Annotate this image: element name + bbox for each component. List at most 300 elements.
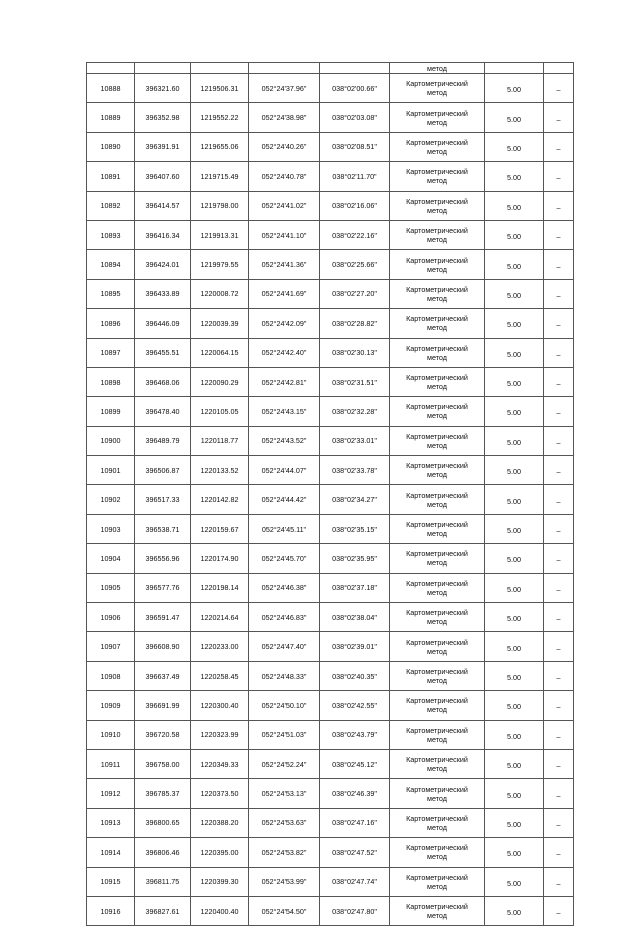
- table-row: [87, 397, 574, 426]
- x-coordinate-cell: 396416.34: [135, 220, 191, 249]
- latitude-cell: 052°24'42.40": [249, 338, 320, 367]
- method-cell: [390, 397, 485, 426]
- longitude-cell: 038°02'46.39": [320, 779, 390, 808]
- point-number-cell: 10911: [87, 749, 135, 778]
- method-cell: [390, 603, 485, 632]
- accuracy-cell: 5.00: [485, 573, 544, 602]
- longitude-cell: 038°02'32.28": [320, 397, 390, 426]
- method-cell: [390, 749, 485, 778]
- table-row: [87, 250, 574, 279]
- method-line-1: Картометрический: [406, 813, 468, 823]
- latitude-cell: 052°24'40.26": [249, 132, 320, 161]
- longitude-cell: 038°02'27.20": [320, 279, 390, 308]
- point-number-cell: 10897: [87, 338, 135, 367]
- accuracy-cell: 5.00: [485, 896, 544, 925]
- method-line-2: метод: [427, 352, 447, 362]
- point-number-cell: 10903: [87, 514, 135, 543]
- method-line-1: Картометрический: [406, 549, 468, 559]
- x-coordinate-cell: 396827.61: [135, 896, 191, 925]
- latitude-cell: 052°24'41.10": [249, 220, 320, 249]
- note-cell: –: [544, 309, 574, 338]
- method-line-1: Картометрический: [406, 843, 468, 853]
- continued-cell: [544, 63, 574, 74]
- method-line-1: Картометрический: [406, 167, 468, 177]
- accuracy-cell: 5.00: [485, 749, 544, 778]
- longitude-cell: 038°02'00.66": [320, 74, 390, 103]
- note-cell: –: [544, 250, 574, 279]
- method-line-2: метод: [427, 734, 447, 744]
- accuracy-cell: 5.00: [485, 250, 544, 279]
- method-line-2: метод: [427, 822, 447, 832]
- x-coordinate-cell: 396489.79: [135, 426, 191, 455]
- note-cell: –: [544, 779, 574, 808]
- y-coordinate-cell: 1220133.52: [191, 456, 249, 485]
- accuracy-cell: 5.00: [485, 191, 544, 220]
- table-row: [87, 867, 574, 896]
- x-coordinate-cell: 396811.75: [135, 867, 191, 896]
- method-line-2: метод: [427, 146, 447, 156]
- method-cell: [390, 74, 485, 103]
- x-coordinate-cell: 396800.65: [135, 808, 191, 837]
- x-coordinate-cell: 396785.37: [135, 779, 191, 808]
- y-coordinate-cell: 1220105.05: [191, 397, 249, 426]
- point-number-cell: 10907: [87, 632, 135, 661]
- accuracy-cell: 5.00: [485, 808, 544, 837]
- note-cell: –: [544, 720, 574, 749]
- latitude-cell: 052°24'41.02": [249, 191, 320, 220]
- accuracy-cell: 5.00: [485, 397, 544, 426]
- x-coordinate-cell: 396691.99: [135, 691, 191, 720]
- method-cell: [390, 162, 485, 191]
- method-cell: [390, 338, 485, 367]
- method-cell: [390, 867, 485, 896]
- latitude-cell: 052°24'42.81": [249, 367, 320, 396]
- longitude-cell: 038°02'47.74": [320, 867, 390, 896]
- latitude-cell: 052°24'40.78": [249, 162, 320, 191]
- continued-cell: [87, 63, 135, 74]
- point-number-cell: 10901: [87, 456, 135, 485]
- x-coordinate-cell: 396506.87: [135, 456, 191, 485]
- method-cell: [390, 573, 485, 602]
- longitude-cell: 038°02'45.12": [320, 749, 390, 778]
- y-coordinate-cell: 1220300.40: [191, 691, 249, 720]
- continued-cell: [249, 63, 320, 74]
- method-line-1: Картометрический: [406, 255, 468, 265]
- latitude-cell: 052°24'50.10": [249, 691, 320, 720]
- latitude-cell: 052°24'54.50": [249, 896, 320, 925]
- point-number-cell: 10900: [87, 426, 135, 455]
- method-line-2: метод: [427, 587, 447, 597]
- accuracy-cell: 5.00: [485, 220, 544, 249]
- y-coordinate-cell: 1219979.55: [191, 250, 249, 279]
- note-cell: –: [544, 544, 574, 573]
- accuracy-cell: 5.00: [485, 132, 544, 161]
- table-row: [87, 279, 574, 308]
- latitude-cell: 052°24'44.07": [249, 456, 320, 485]
- method-line-1: Картометрический: [406, 725, 468, 735]
- method-cell: [390, 661, 485, 690]
- method-line-2: метод: [427, 88, 447, 98]
- method-line-1: Картометрический: [406, 373, 468, 383]
- longitude-cell: 038°02'25.66": [320, 250, 390, 279]
- accuracy-cell: 5.00: [485, 485, 544, 514]
- note-cell: –: [544, 808, 574, 837]
- longitude-cell: 038°02'33.78": [320, 456, 390, 485]
- method-cell: [390, 808, 485, 837]
- y-coordinate-cell: 1220233.00: [191, 632, 249, 661]
- point-number-cell: 10904: [87, 544, 135, 573]
- note-cell: –: [544, 573, 574, 602]
- accuracy-cell: 5.00: [485, 309, 544, 338]
- y-coordinate-cell: 1220142.82: [191, 485, 249, 514]
- y-coordinate-cell: 1220323.99: [191, 720, 249, 749]
- method-line-1: Картометрический: [406, 196, 468, 206]
- note-cell: –: [544, 367, 574, 396]
- point-number-cell: 10902: [87, 485, 135, 514]
- x-coordinate-cell: 396637.49: [135, 661, 191, 690]
- note-cell: –: [544, 220, 574, 249]
- point-number-cell: 10899: [87, 397, 135, 426]
- longitude-cell: 038°02'11.70": [320, 162, 390, 191]
- method-line-2: метод: [427, 705, 447, 715]
- point-number-cell: 10909: [87, 691, 135, 720]
- latitude-cell: 052°24'47.40": [249, 632, 320, 661]
- note-cell: –: [544, 514, 574, 543]
- point-number-cell: 10912: [87, 779, 135, 808]
- method-line-2: метод: [427, 676, 447, 685]
- table-row: [87, 632, 574, 661]
- latitude-cell: 052°24'48.33": [249, 661, 320, 690]
- method-line-2: метод: [427, 440, 447, 450]
- point-number-cell: 10906: [87, 603, 135, 632]
- method-line-1: Картометрический: [406, 314, 468, 324]
- note-cell: –: [544, 456, 574, 485]
- method-cell: [390, 632, 485, 661]
- method-line-2: метод: [427, 264, 447, 274]
- accuracy-cell: 5.00: [485, 514, 544, 543]
- method-cell: [390, 367, 485, 396]
- point-number-cell: 10898: [87, 367, 135, 396]
- y-coordinate-cell: 1220388.20: [191, 808, 249, 837]
- y-coordinate-cell: 1220198.14: [191, 573, 249, 602]
- note-cell: –: [544, 867, 574, 896]
- note-cell: –: [544, 632, 574, 661]
- method-cell: [390, 514, 485, 543]
- y-coordinate-cell: 1220118.77: [191, 426, 249, 455]
- longitude-cell: 038°02'31.51": [320, 367, 390, 396]
- method-cell: [390, 544, 485, 573]
- method-line-1: Картометрический: [406, 520, 468, 530]
- x-coordinate-cell: 396446.09: [135, 309, 191, 338]
- note-cell: –: [544, 132, 574, 161]
- accuracy-cell: 5.00: [485, 691, 544, 720]
- latitude-cell: 052°24'51.03": [249, 720, 320, 749]
- note-cell: –: [544, 896, 574, 925]
- method-line-2: метод: [427, 117, 447, 127]
- point-number-cell: 10914: [87, 838, 135, 867]
- longitude-cell: 038°02'47.52": [320, 838, 390, 867]
- accuracy-cell: 5.00: [485, 720, 544, 749]
- table-row: [87, 162, 574, 191]
- method-line-2: метод: [427, 852, 447, 862]
- x-coordinate-cell: 396577.76: [135, 573, 191, 602]
- note-cell: –: [544, 279, 574, 308]
- continued-cell: [135, 63, 191, 74]
- y-coordinate-cell: 1219506.31: [191, 74, 249, 103]
- table-row: [87, 191, 574, 220]
- latitude-cell: 052°24'45.70": [249, 544, 320, 573]
- accuracy-cell: 5.00: [485, 367, 544, 396]
- method-line-2: метод: [427, 529, 447, 539]
- table-row: [87, 220, 574, 249]
- method-line-2: метод: [427, 793, 447, 803]
- x-coordinate-cell: 396758.00: [135, 749, 191, 778]
- table-row: [87, 426, 574, 455]
- y-coordinate-cell: 1220349.33: [191, 749, 249, 778]
- latitude-cell: 052°24'37.96": [249, 74, 320, 103]
- method-line-2: метод: [427, 411, 447, 421]
- method-cell: [390, 132, 485, 161]
- method-cell: [390, 720, 485, 749]
- method-cell: [390, 838, 485, 867]
- method-line-1: Картометрический: [406, 872, 468, 882]
- table-row: [87, 603, 574, 632]
- method-line-2: метод: [427, 293, 447, 303]
- y-coordinate-cell: 1220174.90: [191, 544, 249, 573]
- y-coordinate-cell: 1220039.39: [191, 309, 249, 338]
- latitude-cell: 052°24'43.52": [249, 426, 320, 455]
- x-coordinate-cell: 396407.60: [135, 162, 191, 191]
- method-line-1: Картометрический: [406, 608, 468, 618]
- method-line-2: метод: [427, 558, 447, 568]
- table-row: [87, 103, 574, 132]
- method-line-1: Картометрический: [406, 137, 468, 147]
- point-number-cell: 10905: [87, 573, 135, 602]
- table-row: [87, 779, 574, 808]
- longitude-cell: 038°02'30.13": [320, 338, 390, 367]
- longitude-cell: 038°02'35.15": [320, 514, 390, 543]
- accuracy-cell: 5.00: [485, 632, 544, 661]
- method-cell: [390, 456, 485, 485]
- continued-cell: [191, 63, 249, 74]
- accuracy-cell: 5.00: [485, 103, 544, 132]
- latitude-cell: 052°24'41.69": [249, 279, 320, 308]
- method-line-2: метод: [427, 617, 447, 627]
- method-line-2: метод: [427, 205, 447, 215]
- table-row: [87, 896, 574, 925]
- accuracy-cell: 5.00: [485, 544, 544, 573]
- longitude-cell: 038°02'43.79": [320, 720, 390, 749]
- accuracy-cell: 5.00: [485, 603, 544, 632]
- table-row: [87, 838, 574, 867]
- table-row: [87, 661, 574, 690]
- table-row: [87, 132, 574, 161]
- x-coordinate-cell: 396455.51: [135, 338, 191, 367]
- y-coordinate-cell: 1220400.40: [191, 896, 249, 925]
- continued-cell: [320, 63, 390, 74]
- note-cell: –: [544, 838, 574, 867]
- method-line-1: Картометрический: [406, 343, 468, 353]
- note-cell: –: [544, 749, 574, 778]
- method-line-1: Картометрический: [406, 696, 468, 706]
- note-cell: –: [544, 691, 574, 720]
- method-cell: [390, 220, 485, 249]
- table-row: [87, 367, 574, 396]
- table-row: [87, 309, 574, 338]
- method-cell: [390, 896, 485, 925]
- point-number-cell: 10888: [87, 74, 135, 103]
- method-line-2: метод: [427, 235, 447, 245]
- x-coordinate-cell: 396517.33: [135, 485, 191, 514]
- latitude-cell: 052°24'45.11": [249, 514, 320, 543]
- table-row: [87, 749, 574, 778]
- method-line-1: Картометрический: [406, 755, 468, 765]
- x-coordinate-cell: 396608.90: [135, 632, 191, 661]
- table-row: [87, 514, 574, 543]
- y-coordinate-cell: 1220373.50: [191, 779, 249, 808]
- y-coordinate-cell: 1220090.29: [191, 367, 249, 396]
- accuracy-cell: 5.00: [485, 456, 544, 485]
- point-number-cell: 10890: [87, 132, 135, 161]
- method-line-1: Картометрический: [406, 79, 468, 89]
- point-number-cell: 10896: [87, 309, 135, 338]
- method-line-1: Картометрический: [406, 226, 468, 236]
- method-cell: [390, 191, 485, 220]
- note-cell: –: [544, 603, 574, 632]
- method-cell: [390, 426, 485, 455]
- longitude-cell: 038°02'22.16": [320, 220, 390, 249]
- x-coordinate-cell: 396591.47: [135, 603, 191, 632]
- longitude-cell: 038°02'39.01": [320, 632, 390, 661]
- method-line-1: Картометрический: [406, 402, 468, 412]
- method-line-1: Картометрический: [406, 490, 468, 500]
- point-number-cell: 10908: [87, 661, 135, 690]
- continued-method-cell: метод: [390, 63, 485, 74]
- table-row: [87, 720, 574, 749]
- longitude-cell: 038°02'47.80": [320, 896, 390, 925]
- method-cell: [390, 485, 485, 514]
- note-cell: –: [544, 426, 574, 455]
- method-cell: [390, 779, 485, 808]
- method-cell: [390, 691, 485, 720]
- longitude-cell: 038°02'38.04": [320, 603, 390, 632]
- continued-row: [87, 63, 574, 74]
- y-coordinate-cell: 1220395.00: [191, 838, 249, 867]
- method-line-1: Картометрический: [406, 784, 468, 794]
- coordinates-table: [86, 62, 574, 926]
- method-line-2: метод: [427, 911, 447, 921]
- method-line-2: метод: [427, 499, 447, 509]
- x-coordinate-cell: 396424.01: [135, 250, 191, 279]
- latitude-cell: 052°24'44.42": [249, 485, 320, 514]
- point-number-cell: 10895: [87, 279, 135, 308]
- longitude-cell: 038°02'40.35": [320, 661, 390, 690]
- point-number-cell: 10910: [87, 720, 135, 749]
- y-coordinate-cell: 1220214.64: [191, 603, 249, 632]
- y-coordinate-cell: 1220258.45: [191, 661, 249, 690]
- y-coordinate-cell: 1220064.15: [191, 338, 249, 367]
- note-cell: –: [544, 191, 574, 220]
- method-line-2: метод: [427, 176, 447, 186]
- point-number-cell: 10913: [87, 808, 135, 837]
- method-line-2: метод: [427, 382, 447, 392]
- method-line-2: метод: [427, 764, 447, 774]
- latitude-cell: 052°24'53.13": [249, 779, 320, 808]
- longitude-cell: 038°02'37.18": [320, 573, 390, 602]
- point-number-cell: 10915: [87, 867, 135, 896]
- point-number-cell: 10889: [87, 103, 135, 132]
- accuracy-cell: 5.00: [485, 162, 544, 191]
- x-coordinate-cell: 396433.89: [135, 279, 191, 308]
- longitude-cell: 038°02'08.51": [320, 132, 390, 161]
- table-row: [87, 74, 574, 103]
- point-number-cell: 10894: [87, 250, 135, 279]
- table-row: [87, 808, 574, 837]
- table-row: [87, 338, 574, 367]
- longitude-cell: 038°02'03.08": [320, 103, 390, 132]
- latitude-cell: 052°24'41.36": [249, 250, 320, 279]
- accuracy-cell: 5.00: [485, 661, 544, 690]
- y-coordinate-cell: 1220399.30: [191, 867, 249, 896]
- method-line-1: Картометрический: [406, 578, 468, 588]
- y-coordinate-cell: 1219715.49: [191, 162, 249, 191]
- method-line-2: метод: [427, 646, 447, 656]
- method-line-2: метод: [427, 881, 447, 891]
- latitude-cell: 052°24'46.83": [249, 603, 320, 632]
- longitude-cell: 038°02'42.55": [320, 691, 390, 720]
- method-cell: [390, 309, 485, 338]
- point-number-cell: 10916: [87, 896, 135, 925]
- method-cell: [390, 279, 485, 308]
- x-coordinate-cell: 396720.58: [135, 720, 191, 749]
- table-row: [87, 691, 574, 720]
- latitude-cell: 052°24'38.98": [249, 103, 320, 132]
- coordinates-table-body: [87, 63, 574, 926]
- x-coordinate-cell: 396391.91: [135, 132, 191, 161]
- method-line-2: метод: [427, 323, 447, 333]
- y-coordinate-cell: 1219552.22: [191, 103, 249, 132]
- note-cell: –: [544, 661, 574, 690]
- x-coordinate-cell: 396468.06: [135, 367, 191, 396]
- longitude-cell: 038°02'35.95": [320, 544, 390, 573]
- method-line-1: Картометрический: [406, 667, 468, 676]
- note-cell: –: [544, 485, 574, 514]
- x-coordinate-cell: 396414.57: [135, 191, 191, 220]
- accuracy-cell: 5.00: [485, 74, 544, 103]
- latitude-cell: 052°24'53.82": [249, 838, 320, 867]
- latitude-cell: 052°24'42.09": [249, 309, 320, 338]
- latitude-cell: 052°24'46.38": [249, 573, 320, 602]
- point-number-cell: 10893: [87, 220, 135, 249]
- x-coordinate-cell: 396478.40: [135, 397, 191, 426]
- method-line-1: Картометрический: [406, 902, 468, 912]
- method-line-1: Картометрический: [406, 108, 468, 118]
- note-cell: –: [544, 103, 574, 132]
- method-cell: [390, 103, 485, 132]
- note-cell: –: [544, 397, 574, 426]
- point-number-cell: 10891: [87, 162, 135, 191]
- x-coordinate-cell: 396321.60: [135, 74, 191, 103]
- latitude-cell: 052°24'52.24": [249, 749, 320, 778]
- y-coordinate-cell: 1219798.00: [191, 191, 249, 220]
- latitude-cell: 052°24'53.63": [249, 808, 320, 837]
- x-coordinate-cell: 396556.96: [135, 544, 191, 573]
- point-number-cell: 10892: [87, 191, 135, 220]
- y-coordinate-cell: 1219913.31: [191, 220, 249, 249]
- table-row: [87, 485, 574, 514]
- accuracy-cell: 5.00: [485, 426, 544, 455]
- table-row: [87, 456, 574, 485]
